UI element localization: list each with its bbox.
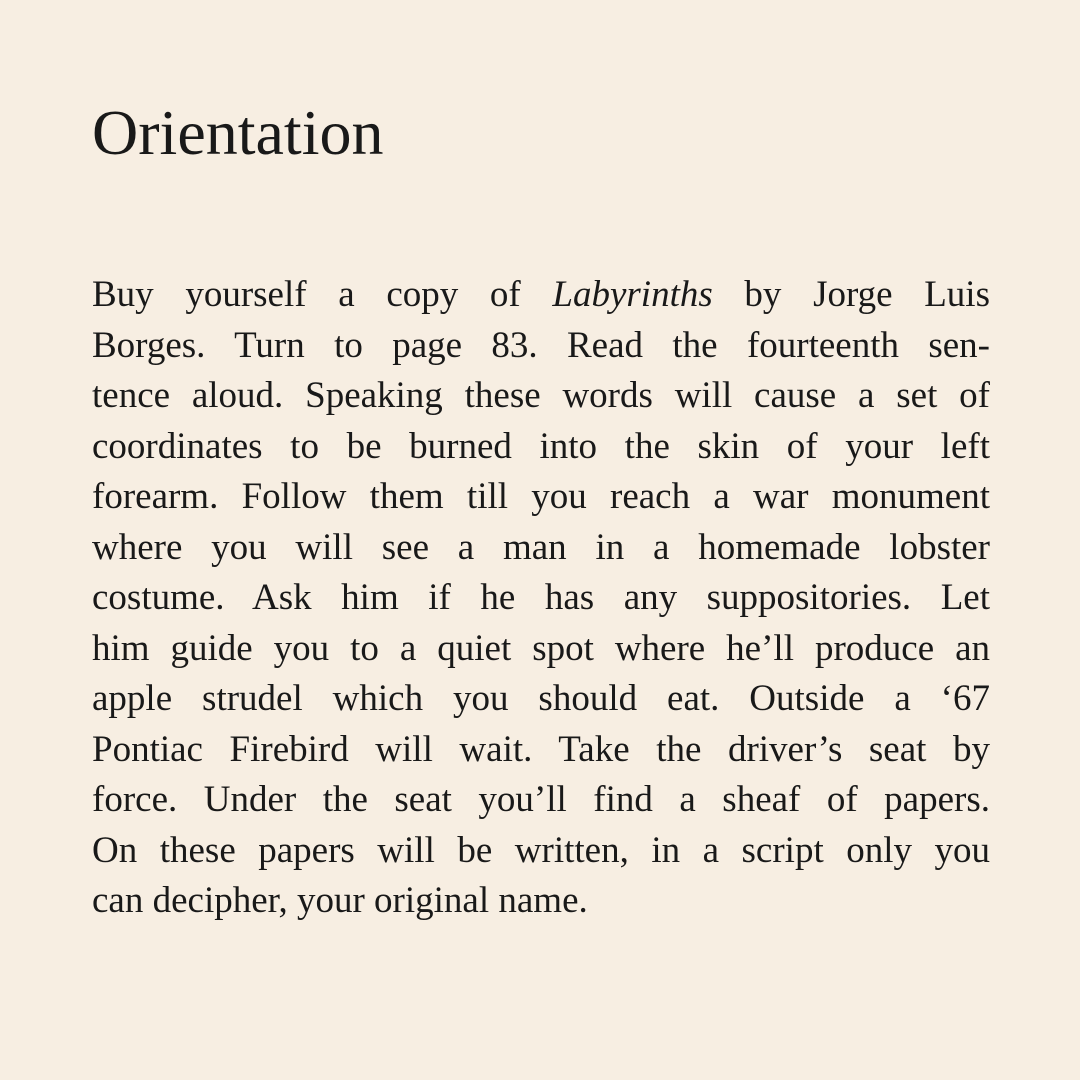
body-text-segment: Buy yourself a copy of <box>92 274 553 315</box>
body-line <box>92 321 990 372</box>
body-line <box>92 775 990 826</box>
body-line <box>92 826 990 877</box>
body-text-segment: by Jorge Luis <box>712 274 990 315</box>
body-line <box>92 371 990 422</box>
body-text-segment: costume. Ask him if he has any suppositories. Let <box>92 577 990 618</box>
body-text-segment: On these papers will be written, in a script only you <box>92 829 990 871</box>
body-text <box>92 270 990 927</box>
body-line <box>92 725 990 776</box>
body-text-segment: where you will see a man in a homemade lobster <box>92 526 990 568</box>
body-text-segment: apple strudel which you should eat. Outside a ‘67 <box>92 678 990 719</box>
body-text-segment: forearm. Follow them till you reach a war monument <box>92 476 990 517</box>
body-text-segment: Pontiac Firebird will wait. Take the driver’s seat by <box>92 728 990 770</box>
body-line <box>92 674 990 725</box>
body-line <box>92 472 990 523</box>
body-text-segment: can decipher, your original name. <box>92 880 588 921</box>
body-text-segment: Borges. Turn to page 83. Read the fourteenth sen- <box>92 324 990 366</box>
body-text-segment: coordinates to be burned into the skin of your left <box>92 425 990 467</box>
body-line <box>92 422 990 473</box>
body-text-segment: him guide you to a quiet spot where he’ll produce an <box>92 627 990 669</box>
italic-book-title: Labyrinths <box>552 274 713 315</box>
body-line <box>92 270 990 321</box>
body-line <box>92 523 990 574</box>
body-line <box>92 573 990 624</box>
body-text-segment: force. Under the seat you’ll find a sheaf of papers. <box>92 779 990 820</box>
body-line <box>92 876 990 927</box>
body-text-segment: tence aloud. Speaking these words will cause a set of <box>92 375 990 416</box>
body-line <box>92 624 990 675</box>
page-title: Orientation <box>92 97 384 168</box>
